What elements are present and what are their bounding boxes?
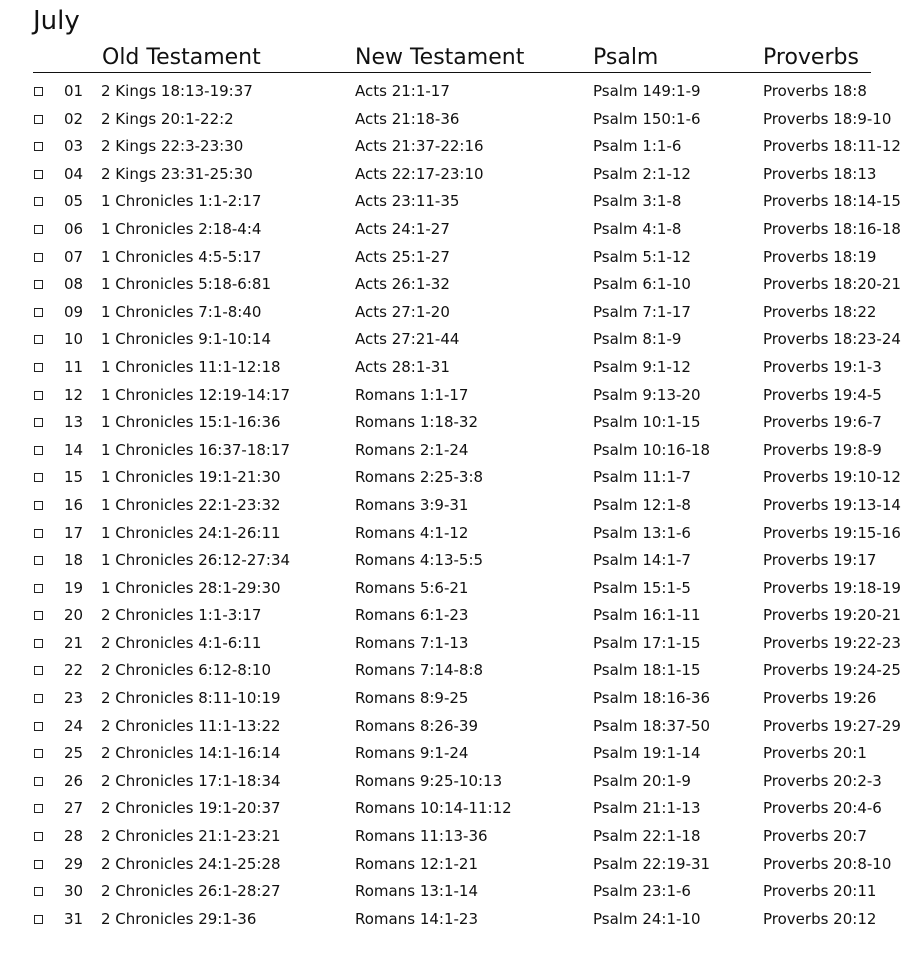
psalm-reading: Psalm 3:1-8 — [593, 192, 682, 211]
day-checkbox[interactable] — [34, 804, 43, 813]
day-checkbox[interactable] — [34, 501, 43, 510]
proverbs-reading: Proverbs 20:12 — [763, 909, 877, 928]
new-testament-reading: Romans 2:25-3:8 — [355, 468, 484, 487]
proverbs-reading: Proverbs 19:26 — [763, 689, 877, 708]
new-testament-reading: Romans 4:13-5:5 — [355, 551, 484, 570]
table-row — [0, 575, 920, 603]
proverbs-reading: Proverbs 19:27-29 — [763, 716, 901, 735]
table-row — [0, 299, 920, 327]
day-checkbox[interactable] — [34, 418, 43, 427]
day-checkbox[interactable] — [34, 777, 43, 786]
psalm-reading: Psalm 2:1-12 — [593, 164, 691, 183]
table-row — [0, 906, 920, 934]
day-checkbox[interactable] — [34, 722, 43, 731]
proverbs-reading: Proverbs 19:24-25 — [763, 661, 901, 680]
day-number: 18 — [64, 551, 84, 570]
proverbs-reading: Proverbs 19:4-5 — [763, 385, 882, 404]
day-number: 07 — [64, 247, 84, 266]
new-testament-reading: Acts 28:1-31 — [355, 357, 450, 376]
psalm-reading: Psalm 11:1-7 — [593, 468, 691, 487]
new-testament-reading: Romans 8:26-39 — [355, 716, 479, 735]
psalm-reading: Psalm 150:1-6 — [593, 109, 701, 128]
psalm-reading: Psalm 18:1-15 — [593, 661, 701, 680]
psalm-reading: Psalm 18:37-50 — [593, 716, 711, 735]
day-number: 31 — [64, 909, 84, 928]
proverbs-reading: Proverbs 18:11-12 — [763, 137, 901, 156]
psalm-reading: Psalm 24:1-10 — [593, 909, 701, 928]
psalm-reading: Psalm 1:1-6 — [593, 137, 682, 156]
proverbs-reading: Proverbs 20:8-10 — [763, 854, 892, 873]
new-testament-reading: Acts 24:1-27 — [355, 219, 450, 238]
new-testament-reading: Acts 23:11-35 — [355, 192, 460, 211]
proverbs-reading: Proverbs 19:22-23 — [763, 633, 901, 652]
day-number: 22 — [64, 661, 84, 680]
day-checkbox[interactable] — [34, 915, 43, 924]
old-testament-reading: 1 Chronicles 24:1-26:11 — [101, 523, 281, 542]
old-testament-reading: 2 Kings 20:1-22:2 — [101, 109, 234, 128]
table-row — [0, 326, 920, 354]
new-testament-reading: Acts 21:1-17 — [355, 82, 450, 100]
column-header-new-testament: New Testament — [355, 45, 525, 70]
table-row — [0, 106, 920, 134]
table-row — [0, 161, 920, 189]
day-checkbox[interactable] — [34, 529, 43, 538]
old-testament-reading: 1 Chronicles 22:1-23:32 — [101, 495, 281, 514]
day-number: 19 — [64, 578, 84, 597]
day-checkbox[interactable] — [34, 391, 43, 400]
proverbs-reading: Proverbs 19:18-19 — [763, 578, 901, 597]
old-testament-reading: 1 Chronicles 16:37-18:17 — [101, 440, 291, 459]
old-testament-reading: 2 Chronicles 21:1-23:21 — [101, 827, 281, 846]
table-row — [0, 133, 920, 161]
proverbs-reading: Proverbs 18:20-21 — [763, 275, 901, 294]
day-number: 14 — [64, 440, 84, 459]
psalm-reading: Psalm 8:1-9 — [593, 330, 682, 349]
table-row — [0, 271, 920, 299]
psalm-reading: Psalm 6:1-10 — [593, 275, 691, 294]
proverbs-reading: Proverbs 18:14-15 — [763, 192, 901, 211]
day-number: 02 — [64, 109, 84, 128]
new-testament-reading: Romans 12:1-21 — [355, 854, 479, 873]
day-number: 15 — [64, 468, 84, 487]
new-testament-reading: Romans 3:9-31 — [355, 495, 469, 514]
proverbs-reading: Proverbs 18:19 — [763, 247, 877, 266]
table-row — [0, 713, 920, 741]
psalm-reading: Psalm 16:1-11 — [593, 606, 701, 625]
new-testament-reading: Romans 2:1-24 — [355, 440, 469, 459]
psalm-reading: Psalm 15:1-5 — [593, 578, 691, 597]
old-testament-reading: 2 Chronicles 4:1-6:11 — [101, 633, 262, 652]
proverbs-reading: Proverbs 19:15-16 — [763, 523, 901, 542]
day-checkbox[interactable] — [34, 115, 43, 124]
day-checkbox[interactable] — [34, 446, 43, 455]
day-number: 12 — [64, 385, 84, 404]
day-number: 06 — [64, 219, 84, 238]
old-testament-reading: 1 Chronicles 7:1-8:40 — [101, 302, 262, 321]
old-testament-reading: 2 Chronicles 26:1-28:27 — [101, 882, 281, 901]
psalm-reading: Psalm 17:1-15 — [593, 633, 701, 652]
old-testament-reading: 1 Chronicles 2:18-4:4 — [101, 219, 262, 238]
table-row — [0, 464, 920, 492]
table-row — [0, 630, 920, 658]
psalm-reading: Psalm 22:1-18 — [593, 827, 701, 846]
psalm-reading: Psalm 23:1-6 — [593, 882, 691, 901]
old-testament-reading: 1 Chronicles 4:5-5:17 — [101, 247, 262, 266]
old-testament-reading: 1 Chronicles 28:1-29:30 — [101, 578, 281, 597]
proverbs-reading: Proverbs 20:7 — [763, 827, 867, 846]
old-testament-reading: 2 Kings 22:3-23:30 — [101, 137, 244, 156]
day-checkbox[interactable] — [34, 225, 43, 234]
new-testament-reading: Acts 26:1-32 — [355, 275, 450, 294]
day-number: 27 — [64, 799, 84, 818]
psalm-reading: Psalm 22:19-31 — [593, 854, 711, 873]
day-number: 24 — [64, 716, 84, 735]
new-testament-reading: Acts 27:1-20 — [355, 302, 450, 321]
table-row — [0, 823, 920, 851]
day-number: 25 — [64, 744, 84, 763]
new-testament-reading: Acts 22:17-23:10 — [355, 164, 484, 183]
day-number: 28 — [64, 827, 84, 846]
day-number: 21 — [64, 633, 84, 652]
proverbs-reading: Proverbs 19:13-14 — [763, 495, 901, 514]
proverbs-reading: Proverbs 20:2-3 — [763, 771, 882, 790]
table-row — [0, 216, 920, 244]
psalm-reading: Psalm 10:1-15 — [593, 413, 701, 432]
day-checkbox[interactable] — [34, 253, 43, 262]
old-testament-reading: 2 Chronicles 8:11-10:19 — [101, 689, 281, 708]
old-testament-reading: 1 Chronicles 15:1-16:36 — [101, 413, 281, 432]
new-testament-reading: Romans 8:9-25 — [355, 689, 469, 708]
table-row — [0, 354, 920, 382]
old-testament-reading: 1 Chronicles 1:1-2:17 — [101, 192, 262, 211]
day-checkbox[interactable] — [34, 666, 43, 675]
day-checkbox[interactable] — [34, 887, 43, 896]
day-number: 23 — [64, 689, 84, 708]
proverbs-reading: Proverbs 18:23-24 — [763, 330, 901, 349]
new-testament-reading: Romans 13:1-14 — [355, 882, 479, 901]
old-testament-reading: 2 Chronicles 17:1-18:34 — [101, 771, 281, 790]
old-testament-reading: 2 Kings 18:13-19:37 — [101, 82, 253, 100]
day-number: 16 — [64, 495, 84, 514]
new-testament-reading: Romans 10:14-11:12 — [355, 799, 512, 818]
table-row — [0, 244, 920, 272]
table-row — [0, 409, 920, 437]
proverbs-reading: Proverbs 19:6-7 — [763, 413, 882, 432]
new-testament-reading: Romans 5:6-21 — [355, 578, 469, 597]
table-row — [0, 878, 920, 906]
day-number: 03 — [64, 137, 84, 156]
new-testament-reading: Acts 21:18-36 — [355, 109, 460, 128]
day-checkbox[interactable] — [34, 611, 43, 620]
old-testament-reading: 1 Chronicles 26:12-27:34 — [101, 551, 291, 570]
table-row — [0, 520, 920, 548]
table-row — [0, 740, 920, 768]
day-checkbox[interactable] — [34, 197, 43, 206]
new-testament-reading: Romans 9:25-10:13 — [355, 771, 503, 790]
proverbs-reading: Proverbs 18:22 — [763, 302, 877, 321]
day-checkbox[interactable] — [34, 556, 43, 565]
old-testament-reading: 1 Chronicles 19:1-21:30 — [101, 468, 281, 487]
day-number: 04 — [64, 164, 84, 183]
old-testament-reading: 2 Chronicles 19:1-20:37 — [101, 799, 281, 818]
psalm-reading: Psalm 5:1-12 — [593, 247, 691, 266]
day-checkbox[interactable] — [34, 142, 43, 151]
day-number: 10 — [64, 330, 84, 349]
psalm-reading: Psalm 10:16-18 — [593, 440, 711, 459]
psalm-reading: Psalm 19:1-14 — [593, 744, 701, 763]
day-number: 13 — [64, 413, 84, 432]
day-number: 29 — [64, 854, 84, 873]
new-testament-reading: Acts 21:37-22:16 — [355, 137, 484, 156]
old-testament-reading: 2 Kings 23:31-25:30 — [101, 164, 253, 183]
day-checkbox[interactable] — [34, 170, 43, 179]
proverbs-reading: Proverbs 19:10-12 — [763, 468, 901, 487]
table-row — [0, 851, 920, 879]
table-row — [0, 78, 920, 106]
new-testament-reading: Acts 25:1-27 — [355, 247, 450, 266]
new-testament-reading: Romans 11:13-36 — [355, 827, 488, 846]
new-testament-reading: Romans 7:14-8:8 — [355, 661, 484, 680]
proverbs-reading: Proverbs 18:8 — [763, 82, 867, 100]
day-checkbox[interactable] — [34, 860, 43, 869]
table-row — [0, 685, 920, 713]
table-row — [0, 437, 920, 465]
old-testament-reading: 2 Chronicles 29:1-36 — [101, 909, 257, 928]
proverbs-reading: Proverbs 20:4-6 — [763, 799, 882, 818]
day-checkbox[interactable] — [34, 639, 43, 648]
day-checkbox[interactable] — [34, 694, 43, 703]
psalm-reading: Psalm 21:1-13 — [593, 799, 701, 818]
day-checkbox[interactable] — [34, 832, 43, 841]
day-number: 20 — [64, 606, 84, 625]
table-row — [0, 768, 920, 796]
new-testament-reading: Romans 7:1-13 — [355, 633, 469, 652]
table-row — [0, 657, 920, 685]
table-row — [0, 795, 920, 823]
old-testament-reading: 2 Chronicles 14:1-16:14 — [101, 744, 281, 763]
day-checkbox[interactable] — [34, 584, 43, 593]
day-number: 17 — [64, 523, 84, 542]
proverbs-reading: Proverbs 19:17 — [763, 551, 877, 570]
old-testament-reading: 2 Chronicles 6:12-8:10 — [101, 661, 271, 680]
column-header-proverbs: Proverbs — [763, 45, 859, 70]
old-testament-reading: 2 Chronicles 24:1-25:28 — [101, 854, 281, 873]
column-header-old-testament: Old Testament — [102, 45, 261, 70]
day-number: 08 — [64, 275, 84, 294]
table-row — [0, 188, 920, 216]
proverbs-reading: Proverbs 18:13 — [763, 164, 877, 183]
old-testament-reading: 1 Chronicles 11:1-12:18 — [101, 357, 281, 376]
psalm-reading: Psalm 7:1-17 — [593, 302, 691, 321]
old-testament-reading: 1 Chronicles 9:1-10:14 — [101, 330, 271, 349]
proverbs-reading: Proverbs 19:1-3 — [763, 357, 882, 376]
table-row — [0, 602, 920, 630]
psalm-reading: Psalm 14:1-7 — [593, 551, 691, 570]
day-number: 05 — [64, 192, 84, 211]
day-number: 11 — [64, 357, 84, 376]
table-row — [0, 382, 920, 410]
psalm-reading: Psalm 4:1-8 — [593, 219, 682, 238]
psalm-reading: Psalm 9:13-20 — [593, 385, 701, 404]
page-title: July — [33, 6, 80, 36]
day-number: 01 — [64, 82, 84, 100]
table-row — [0, 492, 920, 520]
column-header-row — [33, 44, 871, 73]
proverbs-reading: Proverbs 20:1 — [763, 744, 867, 763]
proverbs-reading: Proverbs 20:11 — [763, 882, 877, 901]
table-row — [0, 547, 920, 575]
column-header-psalm: Psalm — [593, 45, 659, 70]
day-checkbox[interactable] — [34, 749, 43, 758]
proverbs-reading: Proverbs 19:8-9 — [763, 440, 882, 459]
old-testament-reading: 2 Chronicles 11:1-13:22 — [101, 716, 281, 735]
new-testament-reading: Acts 27:21-44 — [355, 330, 460, 349]
old-testament-reading: 1 Chronicles 12:19-14:17 — [101, 385, 291, 404]
new-testament-reading: Romans 14:1-23 — [355, 909, 479, 928]
new-testament-reading: Romans 6:1-23 — [355, 606, 469, 625]
day-checkbox[interactable] — [34, 308, 43, 317]
day-number: 09 — [64, 302, 84, 321]
new-testament-reading: Romans 9:1-24 — [355, 744, 469, 763]
day-checkbox[interactable] — [34, 473, 43, 482]
old-testament-reading: 1 Chronicles 5:18-6:81 — [101, 275, 271, 294]
day-checkbox[interactable] — [34, 280, 43, 289]
psalm-reading: Psalm 9:1-12 — [593, 357, 691, 376]
psalm-reading: Psalm 12:1-8 — [593, 495, 691, 514]
reading-plan-table — [0, 78, 920, 933]
day-checkbox[interactable] — [34, 363, 43, 372]
psalm-reading: Psalm 20:1-9 — [593, 771, 691, 790]
day-number: 30 — [64, 882, 84, 901]
psalm-reading: Psalm 18:16-36 — [593, 689, 711, 708]
psalm-reading: Psalm 13:1-6 — [593, 523, 691, 542]
new-testament-reading: Romans 4:1-12 — [355, 523, 469, 542]
proverbs-reading: Proverbs 18:9-10 — [763, 109, 892, 128]
day-number: 26 — [64, 771, 84, 790]
new-testament-reading: Romans 1:1-17 — [355, 385, 469, 404]
day-checkbox[interactable] — [34, 87, 43, 96]
proverbs-reading: Proverbs 19:20-21 — [763, 606, 901, 625]
new-testament-reading: Romans 1:18-32 — [355, 413, 479, 432]
day-checkbox[interactable] — [34, 335, 43, 344]
proverbs-reading: Proverbs 18:16-18 — [763, 219, 901, 238]
psalm-reading: Psalm 149:1-9 — [593, 82, 701, 100]
old-testament-reading: 2 Chronicles 1:1-3:17 — [101, 606, 262, 625]
